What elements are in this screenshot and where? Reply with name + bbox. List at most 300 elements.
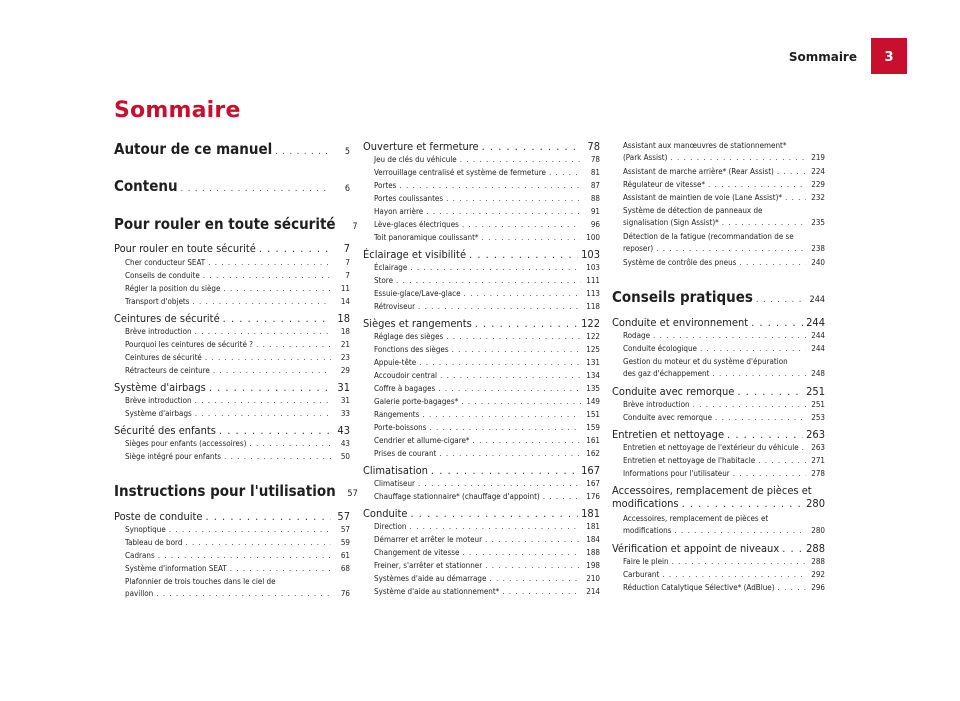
leader-dots bbox=[670, 152, 806, 164]
toc-section-entry[interactable] bbox=[363, 464, 600, 477]
leader-dots bbox=[256, 339, 331, 351]
toc-sub-entry[interactable] bbox=[363, 547, 600, 559]
toc-section-entry[interactable] bbox=[363, 140, 600, 153]
toc-sub-entry[interactable] bbox=[612, 343, 825, 355]
leader-dots bbox=[209, 381, 331, 394]
toc-entry-title: Informations pour l'utilisateur bbox=[623, 469, 730, 478]
leader-dots bbox=[440, 370, 581, 382]
toc-entry-title: Ceintures de sécurité bbox=[125, 353, 202, 362]
leader-dots bbox=[693, 399, 806, 411]
toc-sub-entry[interactable] bbox=[363, 275, 600, 287]
toc-entry-title: Entretien et nettoyage de l'habitacle bbox=[623, 456, 756, 465]
toc-entry-page: 18 bbox=[340, 327, 350, 336]
toc-section-entry[interactable] bbox=[363, 317, 600, 330]
toc-section-entry[interactable] bbox=[612, 428, 825, 441]
toc-sub-entry[interactable] bbox=[612, 257, 825, 269]
toc-entry-title: Galerie porte-bagages* bbox=[374, 397, 459, 406]
toc-sub-entry[interactable] bbox=[114, 408, 350, 420]
leader-dots bbox=[249, 438, 331, 450]
leader-dots bbox=[473, 435, 581, 447]
toc-sub-entry[interactable] bbox=[363, 435, 600, 447]
toc-sub-entry[interactable] bbox=[612, 231, 825, 255]
page-number-tab: 3 bbox=[871, 38, 907, 74]
toc-entry-page: 78 bbox=[587, 140, 600, 153]
toc-sub-entry[interactable] bbox=[363, 262, 600, 274]
toc-entry-page: 232 bbox=[811, 193, 825, 202]
toc-entry-title-line: Assistant aux manœuvres de stationnement* bbox=[623, 141, 787, 150]
toc-entry-title: Système d'aide au stationnement* bbox=[374, 587, 500, 596]
toc-section-entry[interactable] bbox=[363, 507, 600, 520]
toc-entry-page: 151 bbox=[586, 410, 600, 419]
leader-dots bbox=[259, 242, 331, 255]
toc-sub-entry[interactable] bbox=[612, 140, 825, 164]
toc-sub-entry[interactable] bbox=[114, 352, 350, 364]
toc-sub-entry[interactable] bbox=[114, 395, 350, 407]
toc-entry-page: 251 bbox=[811, 400, 825, 409]
toc-section-entry[interactable] bbox=[114, 312, 350, 325]
toc-entry-title: Appuie-tête bbox=[374, 358, 417, 367]
toc-entry-page: 61 bbox=[340, 551, 350, 560]
toc-sub-entry[interactable] bbox=[612, 412, 825, 424]
toc-part-entry[interactable] bbox=[114, 140, 350, 158]
toc-section-entry[interactable] bbox=[114, 424, 350, 437]
toc-sub-entry[interactable] bbox=[114, 524, 350, 536]
toc-entry-title: Freiner, s'arrêter et stationner bbox=[374, 561, 483, 570]
toc-sub-entry[interactable] bbox=[363, 344, 600, 356]
toc-entry-title: Conduite écologique bbox=[623, 344, 697, 353]
toc-entry-title: Brève introduction bbox=[623, 400, 690, 409]
toc-entry-title: Démarrer et arrêter le moteur bbox=[374, 535, 483, 544]
toc-sub-entry[interactable] bbox=[612, 179, 825, 191]
toc-sub-entry[interactable] bbox=[363, 193, 600, 205]
toc-section-entry[interactable] bbox=[114, 242, 350, 255]
toc-sub-entry[interactable] bbox=[363, 180, 600, 192]
toc-entry-title: Ouverture et fermeture bbox=[363, 140, 479, 153]
leader-dots bbox=[208, 257, 331, 269]
toc-sub-entry[interactable] bbox=[114, 451, 350, 463]
toc-entry-title: Verrouillage centralisé et système de fermeture bbox=[374, 168, 546, 177]
leader-dots bbox=[485, 534, 581, 546]
leader-dots bbox=[452, 344, 581, 356]
leader-dots bbox=[737, 385, 803, 398]
leader-dots bbox=[169, 524, 331, 536]
toc-entry-title-line: Système de détection de panneaux de bbox=[623, 206, 763, 215]
toc-entry-page: 23 bbox=[340, 353, 350, 362]
toc-entry-page: 184 bbox=[586, 535, 600, 544]
toc-entry-page: 88 bbox=[590, 194, 600, 203]
toc-sub-entry[interactable] bbox=[363, 370, 600, 382]
toc-entry-title-line: Accessoires, remplacement de pièces et bbox=[612, 484, 812, 497]
leader-dots bbox=[156, 588, 331, 600]
toc-entry-page: 29 bbox=[340, 366, 350, 375]
toc-sub-entry[interactable] bbox=[363, 288, 600, 300]
toc-section-entry[interactable] bbox=[363, 248, 600, 261]
toc-entry-title: Faire le plein bbox=[623, 557, 669, 566]
toc-sub-entry[interactable] bbox=[114, 270, 350, 282]
toc-sub-entry[interactable] bbox=[114, 257, 350, 269]
toc-entry-page: 11 bbox=[340, 284, 350, 293]
page-title: Sommaire bbox=[114, 98, 241, 123]
toc-entry-title: Chauffage stationnaire* (chauffage d'appoint) bbox=[374, 492, 540, 501]
toc-entry-page: 288 bbox=[806, 542, 825, 555]
toc-entry-title: Accoudoir central bbox=[374, 371, 438, 380]
toc-sub-entry[interactable] bbox=[114, 537, 350, 549]
leader-dots bbox=[205, 352, 331, 364]
leader-dots bbox=[700, 343, 806, 355]
toc-sub-entry[interactable] bbox=[612, 192, 825, 204]
toc-entry-page: 288 bbox=[811, 557, 825, 566]
toc-entry-title: Transport d'objets bbox=[125, 297, 190, 306]
toc-entry-page: 167 bbox=[586, 479, 600, 488]
toc-entry-page: 103 bbox=[581, 248, 600, 261]
leader-dots bbox=[422, 409, 581, 421]
toc-entry-title: Rangements bbox=[374, 410, 420, 419]
leader-dots bbox=[653, 330, 806, 342]
toc-entry-page: 244 bbox=[811, 331, 825, 340]
toc-section-entry[interactable] bbox=[612, 316, 825, 329]
toc-sub-entry[interactable] bbox=[114, 283, 350, 295]
toc-entry-page: 7 bbox=[345, 258, 350, 267]
toc-entry-title: Portes bbox=[374, 181, 397, 190]
toc-entry-page: 244 bbox=[806, 316, 825, 329]
toc-section-entry[interactable] bbox=[612, 542, 825, 555]
toc-entry-page: 7 bbox=[345, 271, 350, 280]
toc-entry-page: 5 bbox=[344, 147, 350, 157]
toc-sub-entry[interactable] bbox=[363, 331, 600, 343]
toc-section-entry[interactable] bbox=[114, 510, 350, 523]
toc-entry-page: 131 bbox=[586, 358, 600, 367]
leader-dots bbox=[656, 243, 806, 255]
toc-sub-entry[interactable] bbox=[363, 491, 600, 503]
toc-section-entry[interactable] bbox=[114, 381, 350, 394]
toc-entry-title: Porte-boissons bbox=[374, 423, 427, 432]
toc-sub-entry[interactable] bbox=[363, 232, 600, 244]
leader-dots bbox=[785, 192, 806, 204]
leader-dots bbox=[777, 166, 806, 178]
toc-entry-title: Régler la position du siège bbox=[125, 284, 221, 293]
toc-entry-title: des gaz d'échappement bbox=[623, 369, 710, 378]
toc-entry-page: 224 bbox=[811, 167, 825, 176]
toc-sub-entry[interactable] bbox=[363, 301, 600, 313]
leader-dots bbox=[275, 147, 331, 157]
toc-sub-entry[interactable] bbox=[363, 448, 600, 460]
toc-entry-page: 167 bbox=[581, 464, 600, 477]
toc-entry-title: (Park Assist) bbox=[623, 153, 668, 162]
toc-entry-title: Rétroviseur bbox=[374, 302, 416, 311]
toc-entry-page: 161 bbox=[586, 436, 600, 445]
toc-entry-title: Vérification et appoint de niveaux bbox=[612, 542, 780, 555]
toc-entry-title-line: Accessoires, remplacement de pièces et bbox=[623, 514, 769, 523]
toc-part-entry[interactable] bbox=[114, 482, 358, 500]
toc-sub-entry[interactable] bbox=[363, 154, 600, 166]
toc-sub-entry[interactable] bbox=[612, 205, 825, 229]
leader-dots bbox=[712, 368, 806, 380]
toc-sub-entry[interactable] bbox=[114, 296, 350, 308]
toc-entry-title: Entretien et nettoyage bbox=[612, 428, 725, 441]
toc-entry-title: Coffre à bagages bbox=[374, 384, 436, 393]
toc-entry-title: Essuie-glace/Lave-glace bbox=[374, 289, 461, 298]
leader-dots bbox=[213, 365, 331, 377]
leader-dots bbox=[778, 582, 807, 594]
toc-entry-title: Rodage bbox=[623, 331, 651, 340]
toc-entry-title: Réglage des sièges bbox=[374, 332, 444, 341]
leader-dots bbox=[439, 448, 581, 460]
leader-dots bbox=[460, 154, 581, 166]
toc-sub-entry[interactable] bbox=[612, 356, 825, 380]
toc-sub-entry[interactable] bbox=[363, 219, 600, 231]
leader-dots bbox=[756, 295, 806, 305]
toc-sub-entry[interactable] bbox=[612, 330, 825, 342]
toc-entry-title: Hayon arrière bbox=[374, 207, 424, 216]
toc-entry-title: Systèmes d'aide au démarrage bbox=[374, 574, 487, 583]
toc-sub-entry[interactable] bbox=[612, 556, 825, 568]
toc-part-entry[interactable] bbox=[114, 215, 358, 233]
toc-sub-entry[interactable] bbox=[114, 563, 350, 575]
leader-dots bbox=[410, 521, 582, 533]
toc-entry-page: 214 bbox=[586, 587, 600, 596]
toc-entry-page: 21 bbox=[340, 340, 350, 349]
toc-entry-title: Pour rouler en toute sécurité bbox=[114, 215, 336, 233]
toc-entry-title: Climatisation bbox=[363, 464, 428, 477]
toc-entry-page: 198 bbox=[586, 561, 600, 570]
leader-dots bbox=[446, 193, 581, 205]
toc-entry-page: 292 bbox=[811, 570, 825, 579]
toc-entry-title: Régulateur de vitesse* bbox=[623, 180, 705, 189]
toc-entry-title: Fonctions des sièges bbox=[374, 345, 449, 354]
toc-entry-page: 253 bbox=[811, 413, 825, 422]
toc-entry-page: 100 bbox=[586, 233, 600, 242]
leader-dots bbox=[543, 491, 581, 503]
toc-entry-title: Conduite avec remorque bbox=[612, 385, 735, 398]
toc-sub-entry[interactable] bbox=[114, 438, 350, 450]
toc-entry-page: 271 bbox=[811, 456, 825, 465]
leader-dots bbox=[708, 179, 806, 191]
toc-entry-title: Contenu bbox=[114, 177, 178, 195]
toc-entry-title: Brève introduction bbox=[125, 396, 192, 405]
leader-dots bbox=[485, 560, 581, 572]
toc-entry-page: 188 bbox=[586, 548, 600, 557]
toc-entry-title: Conduite et environnement bbox=[612, 316, 749, 329]
leader-dots bbox=[464, 288, 582, 300]
toc-entry-page: 43 bbox=[337, 424, 350, 437]
leader-dots bbox=[722, 217, 806, 229]
toc-sub-entry[interactable] bbox=[363, 573, 600, 585]
leader-dots bbox=[682, 497, 804, 510]
leader-dots bbox=[410, 262, 581, 274]
toc-entry-title: Brève introduction bbox=[125, 327, 192, 336]
toc-entry-page: 248 bbox=[811, 369, 825, 378]
toc-entry-title: Assistant de maintien de voie (Lane Assist)* bbox=[623, 193, 782, 202]
leader-dots bbox=[192, 296, 331, 308]
toc-entry-title: Jeu de clés du véhicule bbox=[374, 155, 457, 164]
toc-entry-page: 57 bbox=[337, 510, 350, 523]
toc-section-entry[interactable] bbox=[612, 484, 825, 510]
toc-sub-entry[interactable] bbox=[612, 442, 825, 454]
toc-sub-entry[interactable] bbox=[114, 339, 350, 351]
toc-entry-title: Pour rouler en toute sécurité bbox=[114, 242, 256, 255]
leader-dots bbox=[203, 270, 331, 282]
leader-dots bbox=[438, 383, 581, 395]
leader-dots bbox=[489, 573, 581, 585]
toc-entry-page: 296 bbox=[811, 583, 825, 592]
leader-dots bbox=[223, 283, 331, 295]
leader-dots bbox=[751, 316, 803, 329]
toc-entry-page: 122 bbox=[586, 332, 600, 341]
toc-entry-title: Prises de courant bbox=[374, 449, 437, 458]
toc-entry-title: Conduite bbox=[363, 507, 408, 520]
toc-entry-page: 159 bbox=[586, 423, 600, 432]
toc-sub-entry[interactable] bbox=[612, 468, 825, 480]
toc-sub-entry[interactable] bbox=[363, 478, 600, 490]
leader-dots bbox=[205, 510, 331, 523]
leader-dots bbox=[715, 412, 806, 424]
toc-entry-title: Cendrier et allume-cigare* bbox=[374, 436, 470, 445]
toc-sub-entry[interactable] bbox=[363, 396, 600, 408]
toc-entry-page: 7 bbox=[343, 242, 350, 255]
toc-entry-page: 43 bbox=[340, 439, 350, 448]
leader-dots bbox=[482, 140, 581, 153]
toc-entry-title-line: Plafonnier de trois touches dans le ciel de bbox=[125, 577, 276, 586]
toc-sub-entry[interactable] bbox=[363, 206, 600, 218]
leader-dots bbox=[185, 537, 331, 549]
toc-part-entry[interactable] bbox=[114, 177, 350, 195]
toc-entry-title-line: Gestion du moteur et du système d'épuration bbox=[623, 357, 788, 366]
toc-sub-entry[interactable] bbox=[363, 534, 600, 546]
toc-sub-entry[interactable] bbox=[363, 560, 600, 572]
toc-entry-title: signalisation (Sign Assist)* bbox=[623, 218, 719, 227]
leader-dots bbox=[195, 326, 331, 338]
toc-entry-page: 280 bbox=[811, 526, 825, 535]
leader-dots bbox=[462, 547, 581, 559]
toc-sub-entry[interactable] bbox=[363, 586, 600, 598]
leader-dots bbox=[502, 586, 581, 598]
toc-entry-page: 238 bbox=[811, 244, 825, 253]
leader-dots bbox=[431, 464, 578, 477]
toc-sub-entry[interactable] bbox=[612, 582, 825, 594]
toc-entry-page: 68 bbox=[340, 564, 350, 573]
toc-sub-entry[interactable] bbox=[363, 383, 600, 395]
toc-sub-entry[interactable] bbox=[363, 521, 600, 533]
toc-entry-page: 210 bbox=[586, 574, 600, 583]
toc-entry-page: 6 bbox=[344, 184, 350, 194]
toc-entry-title: Pourquoi les ceintures de sécurité ? bbox=[125, 340, 253, 349]
toc-sub-entry[interactable] bbox=[612, 399, 825, 411]
toc-sub-entry[interactable] bbox=[363, 357, 600, 369]
toc-entry-title: Réduction Catalytique Sélective* (AdBlue) bbox=[623, 583, 775, 592]
leader-dots bbox=[411, 507, 579, 520]
toc-entry-page: 176 bbox=[586, 492, 600, 501]
toc-sub-entry[interactable] bbox=[612, 166, 825, 178]
toc-entry-title: Instructions pour l'utilisation bbox=[114, 482, 336, 500]
toc-entry-title: Sécurité des enfants bbox=[114, 424, 216, 437]
toc-sub-entry[interactable] bbox=[363, 422, 600, 434]
toc-entry-page: 244 bbox=[809, 295, 825, 305]
toc-sub-entry[interactable] bbox=[114, 576, 350, 600]
toc-section-entry[interactable] bbox=[612, 385, 825, 398]
toc-entry-title: Climatiseur bbox=[374, 479, 415, 488]
toc-entry-page: 113 bbox=[586, 289, 600, 298]
toc-entry-title: Autour de ce manuel bbox=[114, 140, 273, 158]
toc-sub-entry[interactable] bbox=[612, 455, 825, 467]
toc-entry-page: 87 bbox=[590, 181, 600, 190]
leader-dots bbox=[446, 331, 581, 343]
toc-entry-title: Portes coulissantes bbox=[374, 194, 444, 203]
running-head: Sommaire bbox=[788, 50, 857, 64]
leader-dots bbox=[462, 219, 581, 231]
toc-entry-page: 244 bbox=[811, 344, 825, 353]
leader-dots bbox=[418, 478, 581, 490]
toc-entry-title: Carburant bbox=[623, 570, 660, 579]
toc-entry-page: 31 bbox=[337, 381, 350, 394]
leader-dots bbox=[461, 396, 581, 408]
toc-entry-page: 219 bbox=[811, 153, 825, 162]
leader-dots bbox=[419, 357, 581, 369]
leader-dots bbox=[739, 257, 806, 269]
toc-sub-entry[interactable] bbox=[114, 365, 350, 377]
toc-entry-title: Rétracteurs de ceinture bbox=[125, 366, 210, 375]
leader-dots bbox=[224, 451, 331, 463]
toc-sub-entry[interactable] bbox=[114, 550, 350, 562]
toc-part-entry[interactable] bbox=[612, 288, 825, 306]
leader-dots bbox=[475, 317, 578, 330]
toc-entry-page: 280 bbox=[806, 497, 825, 510]
leader-dots bbox=[426, 206, 581, 218]
toc-sub-entry[interactable] bbox=[114, 326, 350, 338]
leader-dots bbox=[399, 180, 581, 192]
toc-entry-title: Synoptique bbox=[125, 525, 166, 534]
leader-dots bbox=[482, 232, 581, 244]
leader-dots bbox=[782, 542, 803, 555]
toc-entry-title: Lève-glaces électriques bbox=[374, 220, 459, 229]
toc-sub-entry[interactable] bbox=[612, 569, 825, 581]
toc-entry-page: 278 bbox=[811, 469, 825, 478]
toc-entry-page: 125 bbox=[586, 345, 600, 354]
leader-dots bbox=[802, 442, 806, 454]
toc-entry-page: 103 bbox=[586, 263, 600, 272]
leader-dots bbox=[181, 184, 331, 194]
leader-dots bbox=[549, 167, 581, 179]
toc-entry-page: 91 bbox=[590, 207, 600, 216]
toc-entry-page: 263 bbox=[811, 443, 825, 452]
leader-dots bbox=[195, 395, 331, 407]
toc-entry-page: 59 bbox=[340, 538, 350, 547]
toc-entry-page: 118 bbox=[586, 302, 600, 311]
toc-entry-page: 122 bbox=[581, 317, 600, 330]
toc-entry-page: 162 bbox=[586, 449, 600, 458]
leader-dots bbox=[230, 563, 331, 575]
toc-entry-title: Éclairage bbox=[374, 263, 408, 272]
toc-entry-title: Entretien et nettoyage de l'extérieur du véhicule bbox=[623, 443, 799, 452]
toc-entry-page: 251 bbox=[806, 385, 825, 398]
toc-sub-entry[interactable] bbox=[612, 513, 825, 537]
toc-entry-page: 76 bbox=[340, 589, 350, 598]
toc-entry-title: reposer) bbox=[623, 244, 654, 253]
toc-entry-title: Sièges pour enfants (accessoires) bbox=[125, 439, 247, 448]
toc-entry-page: 7 bbox=[352, 222, 358, 232]
toc-entry-page: 81 bbox=[590, 168, 600, 177]
toc-entry-title: Système d'airbags bbox=[114, 381, 206, 394]
toc-entry-title: Toit panoramique coulissant* bbox=[374, 233, 479, 242]
toc-entry-title: Éclairage et visibilité bbox=[363, 248, 467, 261]
toc-entry-page: 96 bbox=[590, 220, 600, 229]
toc-entry-page: 181 bbox=[581, 507, 600, 520]
toc-sub-entry[interactable] bbox=[363, 167, 600, 179]
toc-entry-title: Direction bbox=[374, 522, 407, 531]
toc-entry-page: 134 bbox=[586, 371, 600, 380]
toc-entry-title: Assistant de marche arrière* (Rear Assist) bbox=[623, 167, 774, 176]
toc-sub-entry[interactable] bbox=[363, 409, 600, 421]
leader-dots bbox=[733, 468, 806, 480]
